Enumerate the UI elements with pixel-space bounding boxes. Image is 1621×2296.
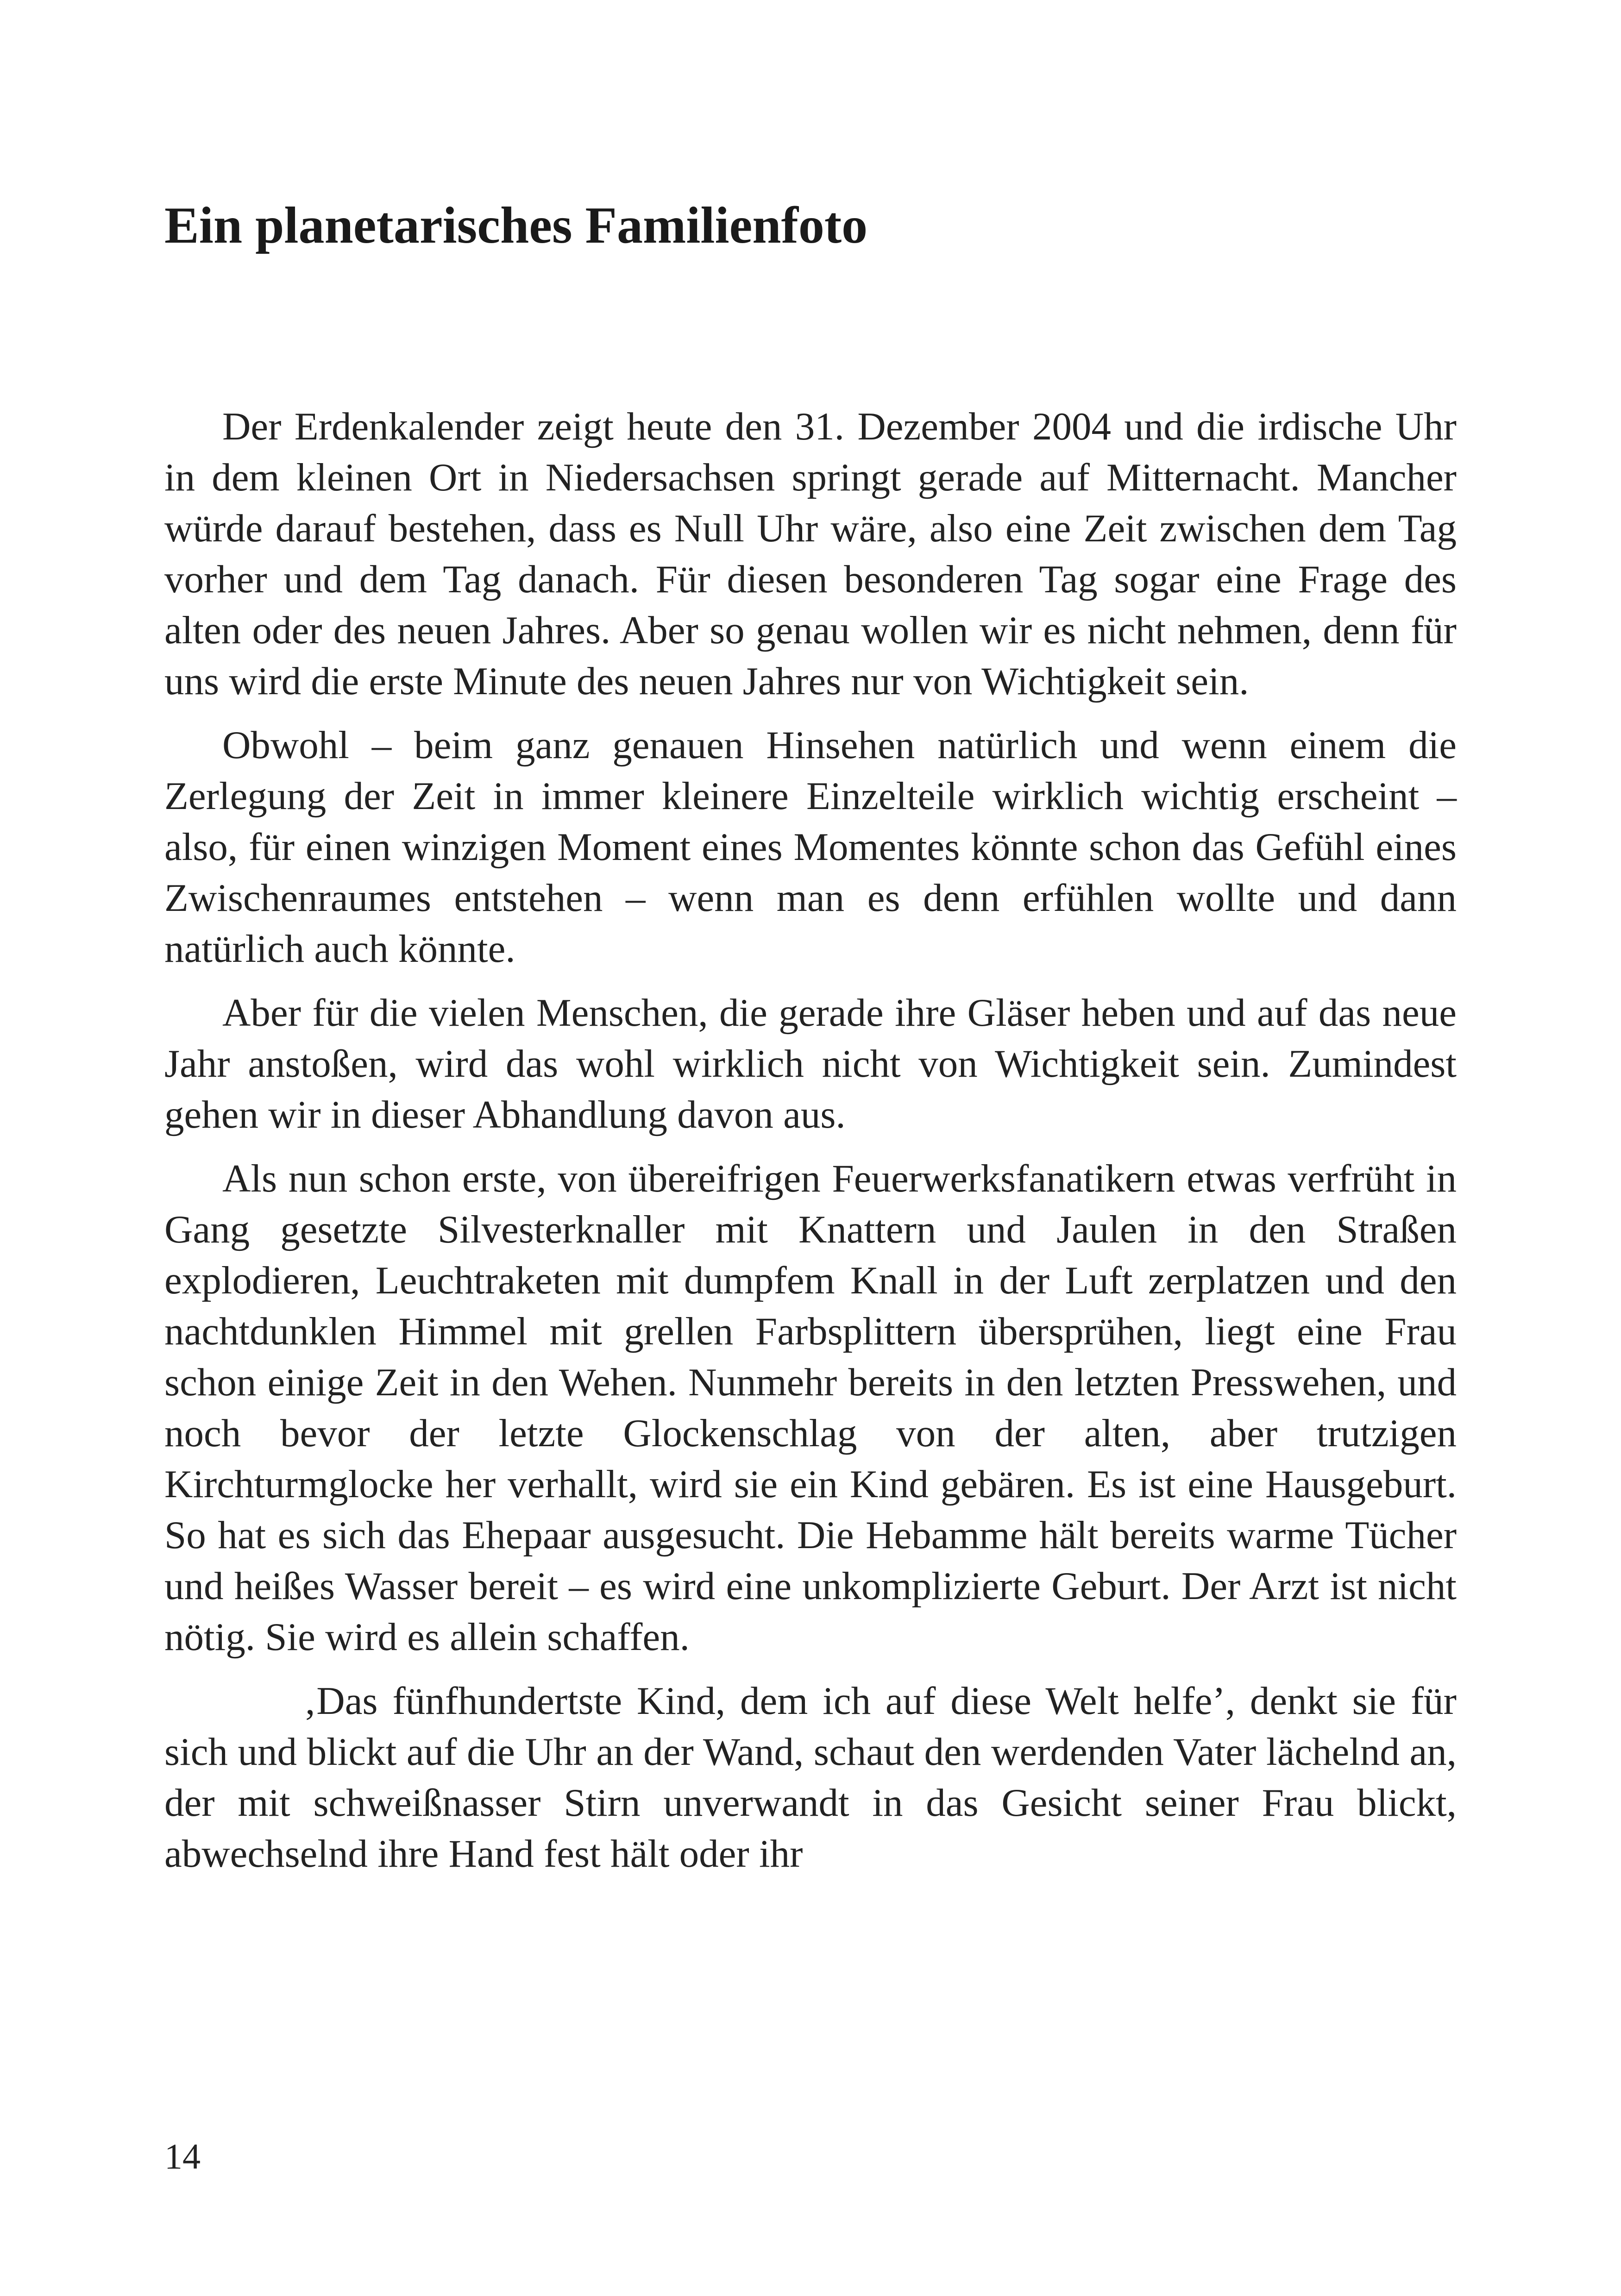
paragraph: Als nun schon erste, von übereifrigen Feuerwerksfanatikern etwas verfrüht in Gang gesetzte Silvesterknaller mit Knattern und Jaulen in den Straßen explodieren, Leuchtraketen mit dumpfem Knall in der Luft zerplatzen und den nachtdunklen Himmel mit grellen Farbsplittern übersprühen, liegt eine Frau schon einige Zeit in den Wehen. Nunmehr bereits in den letzten Presswehen, und noch bevor der letzte Glockenschlag von der alten, aber trutzigen Kirchturmglocke her verhallt, wird sie ein Kind gebären. Es ist eine Hausgeburt. So hat es sich das Ehepaar ausgesucht. Die Hebamme hält bereits warme Tücher und heißes Wasser bereit – es wird eine unkomplizierte Geburt. Der Arzt ist nicht nötig. Sie wird es allein schaffen. xyxy=(164,1157,1457,1659)
body-text xyxy=(164,401,1457,1892)
page-number: 14 xyxy=(164,2136,201,2177)
paragraph: ‚Das fünfhundertste Kind, dem ich auf diese Welt helfe’, denkt sie für sich und blickt auf die Uhr an der Wand, schaut den werdenden Vater lächelnd an, der mit schweißnasser Stirn unverwandt in das Gesicht seiner Frau blickt, abwechselnd ihre Hand fest hält oder ihr xyxy=(164,1679,1457,1876)
paragraph: Der Erdenkalender zeigt heute den 31. Dezember 2004 und die irdische Uhr in dem kleinen Ort in Niedersachsen springt gerade auf Mitternacht. Mancher würde darauf bestehen, dass es Null Uhr wäre, also eine Zeit zwischen dem Tag vorher und dem Tag danach. Für diesen besonderen Tag sogar eine Frage des alten oder des neuen Jahres. Aber so genau wollen wir es nicht nehmen, denn für uns wird die erste Minute des neuen Jahres nur von Wichtigkeit sein. xyxy=(164,405,1457,703)
chapter-title: Ein planetarisches Familienfoto xyxy=(164,197,868,254)
paragraph: Obwohl – beim ganz genauen Hinsehen natürlich und wenn einem die Zerlegung der Zeit in immer kleinere Einzelteile wirklich wichtig erscheint – also, für einen winzigen Moment eines Momentes könnte schon das Gefühl eines Zwischenraumes entstehen – wenn man es denn erfühlen wollte und dann natürlich auch könnte. xyxy=(164,723,1457,971)
paragraph: Aber für die vielen Menschen, die gerade ihre Gläser heben und auf das neue Jahr anstoßen, wird das wohl wirklich nicht von Wichtigkeit sein. Zumindest gehen wir in dieser Abhandlung davon aus. xyxy=(164,991,1457,1136)
